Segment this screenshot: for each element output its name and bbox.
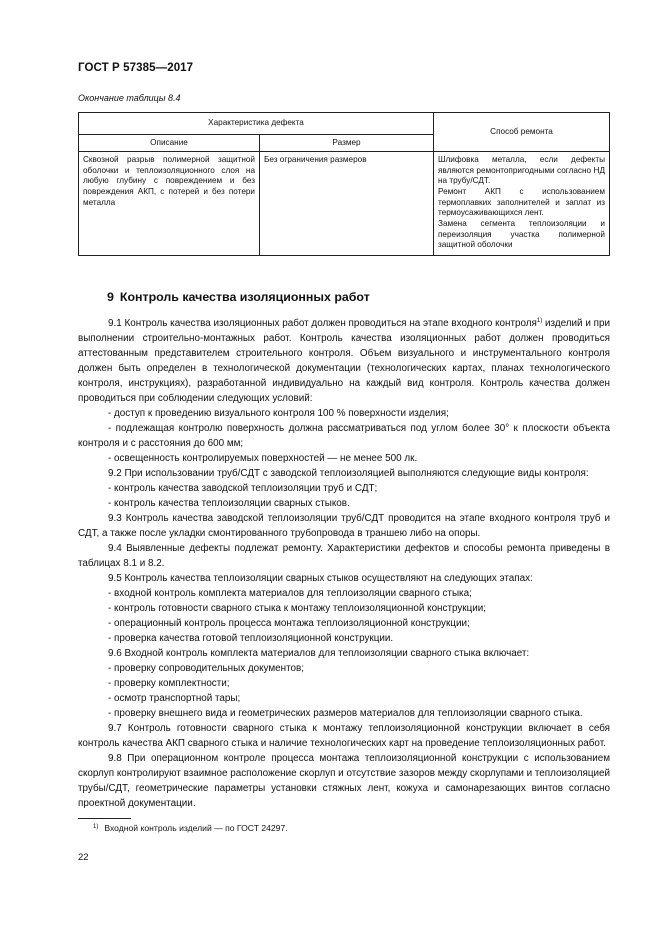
table-caption: Окончание таблицы 8.4 [78,93,181,103]
list-item: - подлежащая контролю поверхность должна рассматриваться под углом более 30° к плоскости объекта контроля и с расстояния до 600 мм; [78,423,610,449]
repair-method-line: Шлифовка металла, если дефекты являются ремонтопригодными согласно НД на трубу/СДТ. [438,155,605,186]
paragraph-9-7: 9.7 Контроль готовности сварного стыка к монтажу теплоизоляционной конструкции включает в себя контроль качества АКП сварного стыка и наличие технологических карт на проведение теплоизоляционных работ. [78,723,610,749]
repair-method-line: Ремонт АКП с использованием термоплавких заполнителей и заплат из термоусаживающихся лент. [438,186,605,218]
section-title: Контроль качества изоляционных работ [119,290,370,304]
paragraph-9-2: 9.2 При использовании труб/СДТ с заводской теплоизоляцией выполняются следующие виды контроля: [108,468,589,479]
table-row [79,152,610,256]
table-header-repair: Способ ремонта [434,113,610,152]
list-item: - проверку комплектности; [108,678,230,689]
footnote-text: Входной контроль изделий — по ГОСТ 24297. [104,823,288,833]
section-heading [107,290,370,304]
footnote-marker: 1) [93,824,99,830]
list-item: - операционный контроль процесса монтажа теплоизоляционной конструкции; [108,618,470,629]
paragraph-9-4: 9.4 Выявленные дефекты подлежат ремонту. Характеристики дефектов и способы ремонта приведены в таблицах 8.1 и 8.2. [78,543,610,569]
paragraph-text: 9.1 Контроль качества изоляционных работ должен проводиться на этапе входного контроля [108,318,537,329]
document-header: ГОСТ Р 57385—2017 [78,62,194,74]
table-group-header: Характеристика дефекта [79,113,434,135]
list-item: - осмотр транспортной тары; [108,693,241,704]
section-body [78,316,610,811]
paragraph-9-3: 9.3 Контроль качества заводской теплоизоляции труб/СДТ проводится на этапе входного контроля труб и СДТ, а также после укладки смонтированного трубопровода в траншею либо на опоры. [78,513,610,539]
list-item: - освещенность контролируемых поверхностей — не менее 500 лк. [108,453,418,464]
paragraph-text: изделий и при выполнении строительно-монтажных работ. Контроль качества изоляционных работ должен проводиться аттестованным представителем строительного контроля. Объем визуального и инструментального контроля должен быть определен в технологической документации (технологических картах, планах технологического контроля, инструкциях), разработанной индивидуально на каждый вид контроля. Контроль качества должен проводиться при соблюдении следующих условий: [78,318,610,404]
paragraph-9-6: 9.6 Входной контроль комплекта материалов для теплоизоляции сварного стыка включает: [108,648,530,659]
footnote-reference: 1) [536,318,543,324]
list-item: - доступ к проведению визуального контроля 100 % поверхности изделия; [108,408,449,419]
paragraph-9-5: 9.5 Контроль качества теплоизоляции сварных стыков осуществляют на следующих этапах: [108,573,533,584]
section-number: 9 [107,290,114,304]
table-cell-description: Сквозной разрыв полимерной защитной оболочки и теплоизоляционного слоя на любую глубину с повреждением и без повреждения АКП, с потерей и без потери металла [79,152,260,256]
defects-table [78,112,610,256]
paragraph-9-8: 9.8 При операционном контроле процесса монтажа теплоизоляционной конструкции с использованием скорлуп контролируют взаимное расположение скорлуп и отсутствие зазоров между скорлупами и теплоизоляцией трубы/СДТ, геометрические параметры установки стяжных лент, кожуха и самонарезающих винтов согласно проектной документации. [78,753,610,809]
list-item: - контроль качества теплоизоляции сварных стыков. [108,498,350,509]
list-item: - входной контроль комплекта материалов для теплоизоляции сварного стыка; [108,588,472,599]
table-header-description: Описание [79,135,260,152]
page-number: 22 [78,852,89,863]
repair-method-line: Замена сегмента теплоизоляции и переизоляция участка полимерной защитной оболочки [438,218,605,250]
list-item: - проверка качества готовой теплоизоляционной конструкции. [108,633,394,644]
paragraph-9-1 [78,316,610,406]
table-cell-size: Без ограничения размеров [260,152,434,256]
table-header-size: Размер [260,135,434,152]
footnote [93,823,288,833]
list-item: - проверку внешнего вида и геометрических размеров материалов для теплоизоляции сварного стыка. [108,708,583,719]
table-cell-repair [434,152,610,256]
list-item: - контроль качества заводской теплоизоляции труб и СДТ; [108,483,378,494]
footnote-divider [78,818,131,819]
list-item: - контроль готовности сварного стыка к монтажу теплоизоляционной конструкции; [108,603,487,614]
list-item: - проверку сопроводительных документов; [108,663,305,674]
